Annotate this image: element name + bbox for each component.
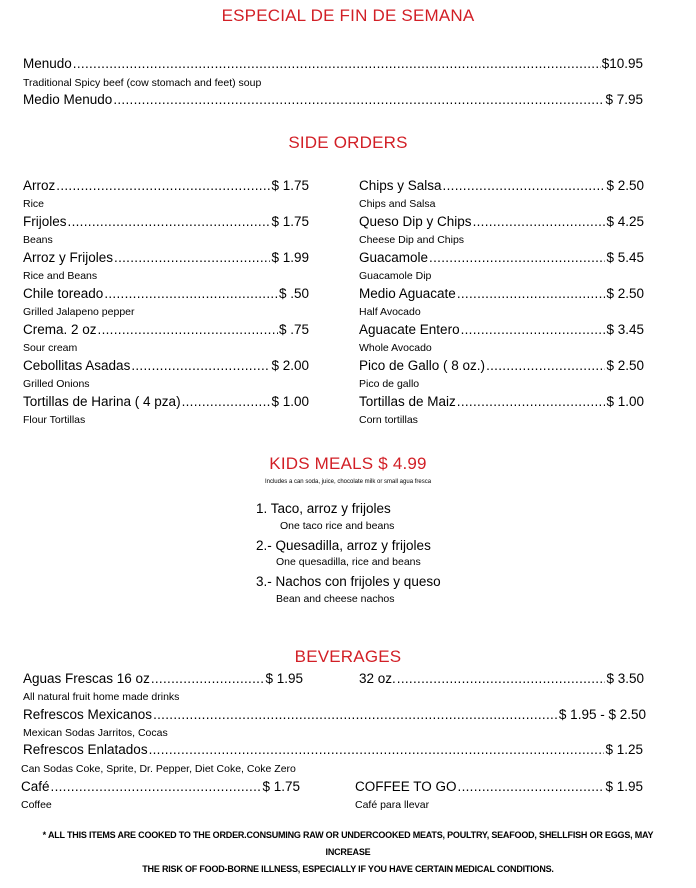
disclaimer-line-2: THE RISK OF FOOD-BORNE ILLNESS, ESPECIALLY IF YOU HAVE CERTAIN MEDICAL CONDITIONS. <box>142 864 554 874</box>
item-description: Whole Avocado <box>359 342 432 354</box>
item-name: Chips y Salsa <box>359 178 442 193</box>
item-price: $ 1.75 <box>271 178 309 193</box>
item-name: Tortillas de Harina ( 4 pza) <box>23 394 181 409</box>
item-description: Can Sodas Coke, Sprite, Dr. Pepper, Diet Coke, Coke Zero <box>21 763 296 775</box>
item-description: Beans <box>23 234 53 246</box>
side-order-item <box>359 178 644 193</box>
side-order-item <box>359 358 644 373</box>
especial-title: ESPECIAL DE FIN DE SEMANA <box>221 6 475 25</box>
dot-leader <box>182 394 271 409</box>
dot-leader <box>98 322 278 337</box>
item-price: $ 1.00 <box>606 394 644 409</box>
item-name: Café <box>21 779 50 794</box>
item-description: Corn tortillas <box>359 414 418 426</box>
dot-leader <box>151 671 265 686</box>
beverage-refrescos-mexicanos <box>23 707 646 722</box>
side-order-item <box>359 394 644 409</box>
item-price: $ 1.25 <box>605 742 643 757</box>
beverages-title: BEVERAGES <box>294 647 402 666</box>
kids-item-2: 2.- Quesadilla, arroz y frijoles <box>256 538 431 553</box>
item-description: Grilled Onions <box>23 378 90 390</box>
side-order-item <box>23 250 309 265</box>
item-price: $ 3.50 <box>606 671 644 686</box>
item-description: Coffee <box>21 799 52 811</box>
item-name: Pico de Gallo ( 8 oz.) <box>359 358 486 373</box>
item-price: $ 1.75 <box>262 779 300 794</box>
dot-leader <box>457 394 606 409</box>
dot-leader <box>461 322 606 337</box>
item-name: Tortillas de Maiz <box>359 394 456 409</box>
item-name: COFFEE TO GO <box>355 779 457 794</box>
side-orders-title: SIDE ORDERS <box>288 133 408 152</box>
beverage-cafe <box>21 779 300 794</box>
item-name: Refrescos Enlatados <box>23 742 148 757</box>
item-name: Arroz y Frijoles <box>23 250 114 265</box>
item-price: $ 2.50 <box>606 358 644 373</box>
item-price: $ 1.95 <box>605 779 643 794</box>
item-description: Rice <box>23 198 45 210</box>
item-price: $10.95 <box>601 56 643 71</box>
side-order-item <box>359 322 644 337</box>
dot-leader <box>73 56 601 71</box>
item-price: $ 1.00 <box>271 394 309 409</box>
item-name: Frijoles <box>23 214 67 229</box>
item-price: $ 1.75 <box>271 214 309 229</box>
item-description: Traditional Spicy beef (cow stomach and feet) soup <box>23 77 262 89</box>
item-description: Half Avocado <box>359 306 421 318</box>
kids-meals-title: KIDS MEALS $ 4.99 <box>269 454 427 473</box>
kids-item-3: 3.- Nachos con frijoles y queso <box>256 574 441 589</box>
dot-leader <box>56 178 270 193</box>
item-description: Pico de gallo <box>359 378 420 390</box>
item-name: Aguas Frescas 16 oz <box>23 671 150 686</box>
item-price: $ .75 <box>278 322 309 337</box>
beverage-aguas-frescas <box>23 671 303 686</box>
item-name: Chile toreado <box>23 286 104 301</box>
dot-leader <box>153 707 558 722</box>
menu-item-menudo <box>23 56 643 71</box>
item-price: $ 7.95 <box>605 92 643 107</box>
side-order-item <box>359 250 644 265</box>
item-price: $ .50 <box>278 286 309 301</box>
dot-leader <box>149 742 605 757</box>
side-order-item <box>23 358 309 373</box>
dot-leader <box>131 358 270 373</box>
dot-leader <box>486 358 605 373</box>
side-order-item <box>359 214 644 229</box>
kids-meals-note: Includes a can soda, juice, chocolate milk or small agua fresca <box>264 479 432 485</box>
item-description: Sour cream <box>23 342 78 354</box>
item-description: Flour Tortillas <box>23 414 86 426</box>
item-name: Medio Aguacate <box>359 286 456 301</box>
item-price: $ 2.00 <box>271 358 309 373</box>
kids-item-2-desc: One quesadilla, rice and beans <box>276 556 421 568</box>
dot-leader <box>104 286 278 301</box>
item-name: Queso Dip y Chips <box>359 214 472 229</box>
beverage-coffee-to-go <box>355 779 643 794</box>
side-order-item <box>23 178 309 193</box>
menu-item-medio-menudo <box>23 92 643 107</box>
kids-item-3-desc: Bean and cheese nachos <box>276 593 395 605</box>
item-name: Cebollitas Asadas <box>23 358 131 373</box>
item-name: Crema. 2 oz <box>23 322 97 337</box>
dot-leader <box>457 286 606 301</box>
dot-leader <box>473 214 606 229</box>
item-description: Café para llevar <box>355 799 430 811</box>
item-name: 32 oz. <box>359 671 396 686</box>
health-disclaimer <box>20 827 676 878</box>
item-price: $ 2.50 <box>606 178 644 193</box>
item-price: $ 2.50 <box>606 286 644 301</box>
dot-leader <box>397 671 606 686</box>
dot-leader <box>443 178 606 193</box>
item-name: Aguacate Entero <box>359 322 460 337</box>
item-price: $ 1.95 <box>265 671 303 686</box>
item-price: $ 1.99 <box>271 250 309 265</box>
item-price: $ 1.95 - $ 2.50 <box>558 707 646 722</box>
kids-item-1-desc: One taco rice and beans <box>280 520 395 532</box>
item-name: Menudo <box>23 56 72 71</box>
disclaimer-line-1: * ALL THIS ITEMS ARE COOKED TO THE ORDER.CONSUMING RAW OR UNDERCOOKED MEATS, POULTRY, SEAFOOD, SHELLFISH OR EGGS, MAY INCREASE <box>42 830 654 857</box>
dot-leader <box>68 214 271 229</box>
item-name: Arroz <box>23 178 56 193</box>
item-name: Refrescos Mexicanos <box>23 707 153 722</box>
side-order-item <box>23 394 309 409</box>
kids-item-1: 1. Taco, arroz y frijoles <box>256 501 391 516</box>
item-name: Guacamole <box>359 250 429 265</box>
item-description: Chips and Salsa <box>359 198 436 210</box>
item-price: $ 4.25 <box>606 214 644 229</box>
item-description: Grilled Jalapeno pepper <box>23 306 135 318</box>
side-order-item <box>23 214 309 229</box>
beverage-refrescos-enlatados <box>23 742 643 757</box>
item-description: Rice and Beans <box>23 270 98 282</box>
item-name: Medio Menudo <box>23 92 113 107</box>
item-price: $ 3.45 <box>606 322 644 337</box>
beverage-aguas-32oz <box>359 671 644 686</box>
dot-leader <box>51 779 262 794</box>
side-order-item <box>23 286 309 301</box>
item-description: Guacamole Dip <box>359 270 432 282</box>
dot-leader <box>429 250 605 265</box>
item-description: All natural fruit home made drinks <box>23 691 180 703</box>
item-description: Cheese Dip and Chips <box>359 234 465 246</box>
dot-leader <box>114 250 270 265</box>
item-description: Mexican Sodas Jarritos, Cocas <box>23 727 168 739</box>
item-price: $ 5.45 <box>606 250 644 265</box>
side-order-item <box>359 286 644 301</box>
dot-leader <box>113 92 604 107</box>
dot-leader <box>458 779 605 794</box>
side-order-item <box>23 322 309 337</box>
